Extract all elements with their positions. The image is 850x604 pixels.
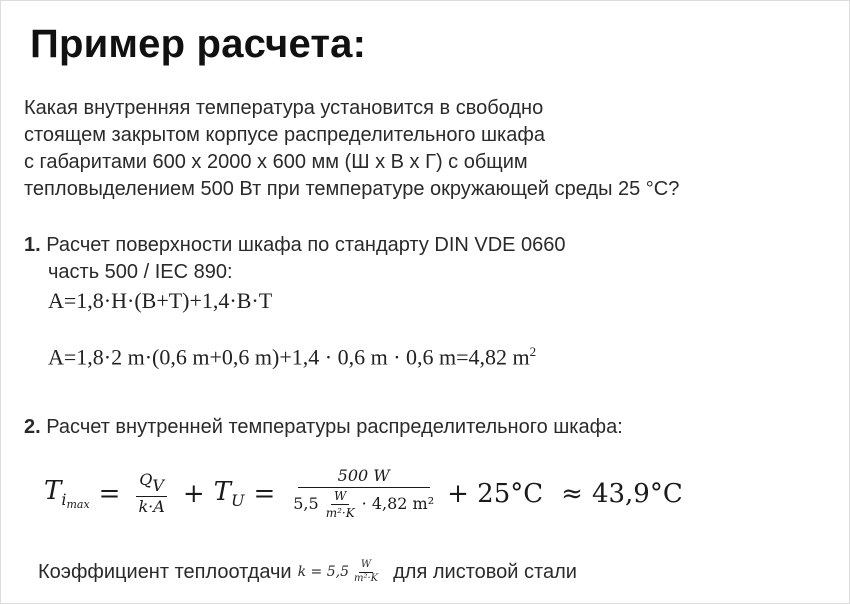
equals-sign: =: [98, 478, 121, 509]
step-1-text-continued: часть 500 / IEC 890:: [48, 261, 233, 283]
equals-sign: =: [253, 478, 276, 509]
fraction-denominator: k·A: [138, 497, 165, 517]
problem-line: с габаритами 600 х 2000 х 600 мм (Ш х В х Г) с общим: [24, 151, 528, 173]
problem-line: тепловыделением 500 Вт при температуре окружающей среды 25 °С?: [24, 178, 680, 200]
surface-area-calculation-text: A=1,8·2 m·(0,6 m+0,6 m)+1,4 · 0,6 m · 0,6 m=4,82 m: [48, 344, 530, 370]
heat-transfer-coefficient: [38, 560, 577, 584]
coefficient-unit: $\frac{W}{\text{m²·K}}$: [354, 559, 379, 584]
step-2-number: 2.: [24, 416, 41, 438]
step-1-text: Расчет поверхности шкафа по стандарту DIN VDE 0660: [46, 234, 566, 256]
step-2-text: Расчет внутренней температуры распределительного шкафа:: [46, 416, 623, 438]
result-value: 43,9°C: [591, 478, 683, 509]
approx-sign: ≈: [561, 478, 583, 509]
step-1-number: 1.: [24, 234, 41, 256]
problem-statement: [24, 95, 679, 203]
fraction-numerator: $Q_V$: [136, 472, 167, 498]
unit-fraction: $\frac{W}{\text{m²·K}}$: [325, 488, 355, 521]
coefficient-formula: k = 5,5 $\frac{W}{\text{m²·K}}$: [297, 559, 379, 584]
temperature-equation: [44, 468, 683, 520]
page-title: Пример расчета:: [30, 22, 367, 66]
ambient-temperature: $T_U$: [213, 477, 245, 511]
coefficient-label: Коэффициент теплоотдачи: [38, 560, 292, 583]
heat-over-ka-fraction: [135, 469, 167, 517]
problem-line: стоящем закрытом корпусе распределительного шкафа: [24, 124, 545, 146]
numeric-denominator: 5,5 $\frac{W}{\text{m²·K}}$ · 4,82 m²: [293, 488, 435, 521]
surface-area-formula: A=1,8·H·(B+T)+1,4·B·T: [48, 288, 273, 313]
surface-area-calculation: [48, 344, 536, 370]
surface-area-exponent: 2: [529, 344, 537, 359]
step-2: [24, 414, 623, 441]
coefficient-suffix: для листовой стали: [393, 560, 577, 583]
step-1: [24, 232, 566, 286]
numeric-fraction: [290, 468, 437, 520]
lhs-temperature: $T_{i_{max}}$: [44, 476, 90, 512]
problem-line: Какая внутренняя температура установится в свободно: [24, 97, 544, 119]
plus-ambient: + 25°C: [447, 478, 544, 509]
plus-sign: +: [182, 478, 205, 509]
numeric-numerator: 500 W: [298, 468, 430, 488]
